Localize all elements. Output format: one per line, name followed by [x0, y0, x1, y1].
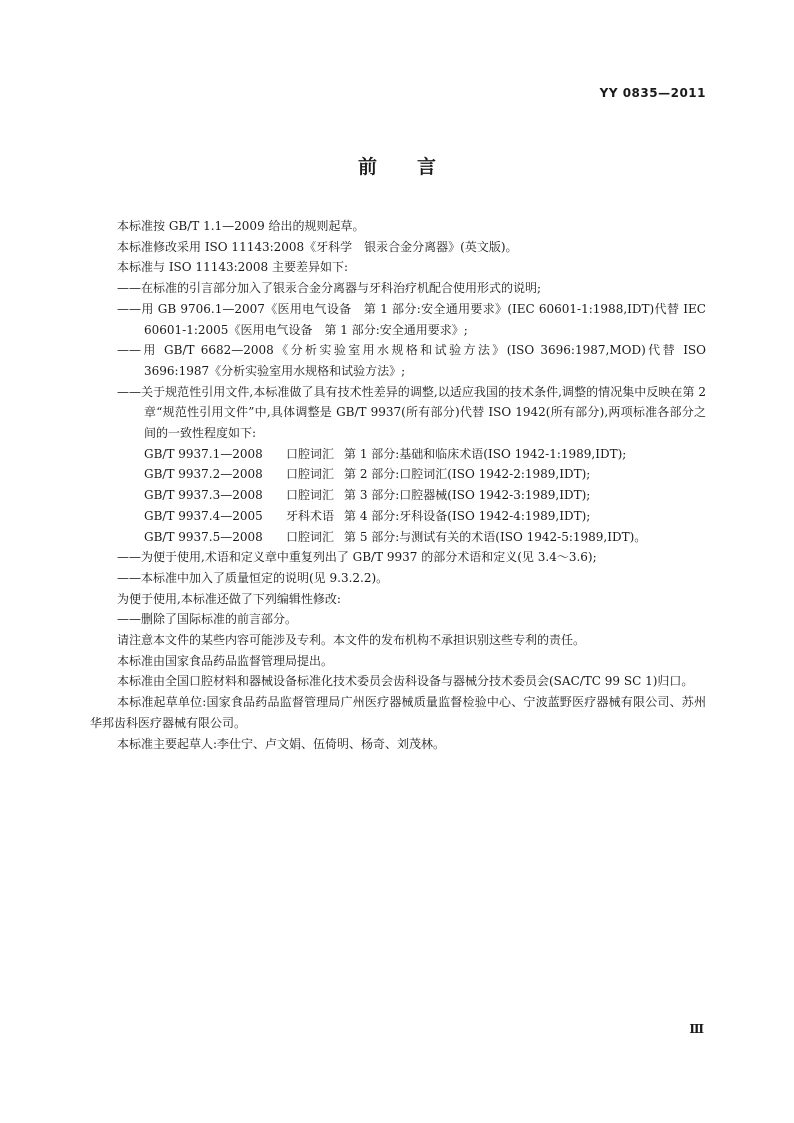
editorial-item: ——删除了国际标准的前言部分。 — [117, 612, 298, 627]
equivalence-desc: 第 4 部分:牙科设备(ISO 1942-4:1989,IDT); — [344, 508, 591, 523]
equivalence-desc: 第 1 部分:基础和临床术语(ISO 1942-1:1989,IDT); — [344, 446, 627, 461]
difference-item: ——用 GB 9706.1—2007《医用电气设备 第 1 部分:安全通用要求》(IEC 60601-1:1988,IDT)代替 IEC 60601-1:2005《医用电气设备 第 1 部分:安全通用要求》; — [117, 301, 706, 337]
equivalence-standard: GB/T 9937.1—2008 — [144, 446, 263, 461]
paragraph-proposer: 本标准由国家食品药品监督管理局提出。 — [117, 653, 334, 668]
equivalence-desc: 第 2 部分:口腔词汇(ISO 1942-2:1989,IDT); — [344, 467, 591, 482]
equivalence-row — [90, 464, 706, 485]
equivalence-name: 口腔词汇 — [286, 488, 335, 503]
difference-item: ——本标准中加入了质量恒定的说明(见 9.3.2.2)。 — [117, 570, 389, 585]
standard-code: YY 0835—2011 — [599, 86, 706, 100]
difference-item: ——为便于使用,术语和定义章中重复列出了 GB/T 9937 的部分术语和定义(见 3.4～3.6); — [117, 550, 597, 565]
equivalence-name: 口腔词汇 — [286, 529, 335, 544]
paragraph-drafting-units: 本标准起草单位:国家食品药品监督管理局广州医疗器械质量监督检验中心、宁波蓝野医疗器械有限公司、苏州华邦齿科医疗器械有限公司。 — [90, 695, 706, 730]
equivalence-standard: GB/T 9937.2—2008 — [144, 467, 263, 482]
difference-item: ——在标准的引言部分加入了银汞合金分离器与牙科治疗机配合使用形式的说明; — [117, 281, 542, 296]
paragraph-committee: 本标准由全国口腔材料和器械设备标准化技术委员会齿科设备与器械分技术委员会(SAC/TC 99 SC 1)归口。 — [117, 674, 694, 689]
equivalence-desc: 第 5 部分:与测试有关的术语(ISO 1942-5:1989,IDT)。 — [344, 529, 647, 544]
paragraph-drafting-rules: 本标准按 GB/T 1.1—2009 给出的规则起草。 — [117, 219, 365, 233]
equivalence-standard: GB/T 9937.5—2008 — [144, 529, 263, 544]
paragraph-drafters: 本标准主要起草人:李仕宁、卢文娟、伍倚明、杨奇、刘茂林。 — [117, 736, 446, 751]
paragraph-patent-notice: 请注意本文件的某些内容可能涉及专利。本文件的发布机构不承担识别这些专利的责任。 — [117, 633, 586, 648]
equivalence-standard: GB/T 9937.3—2008 — [144, 488, 263, 503]
equivalence-name: 口腔词汇 — [286, 467, 335, 482]
equivalence-row — [90, 485, 706, 506]
equivalence-row — [90, 444, 706, 465]
equivalence-name: 口腔词汇 — [286, 446, 335, 461]
equivalence-desc: 第 3 部分:口腔器械(ISO 1942-3:1989,IDT); — [344, 488, 591, 503]
difference-item: ——用 GB/T 6682—2008《分析实验室用水规格和试验方法》(ISO 3696:1987,MOD)代替 ISO 3696:1987《分析实验室用水规格和试验方法》; — [117, 343, 706, 378]
paragraph-adoption: 本标准修改采用 ISO 11143:2008《牙科学 银汞合金分离器》(英文版)。 — [117, 239, 518, 254]
paragraph-editorial-intro: 为便于使用,本标准还做了下列编辑性修改: — [117, 591, 341, 606]
page-number: Ⅲ — [689, 1022, 704, 1036]
paragraph-differences-intro: 本标准与 ISO 11143:2008 主要差异如下: — [117, 260, 349, 275]
foreword-body — [90, 216, 706, 754]
difference-item: ——关于规范性引用文件,本标准做了具有技术性差异的调整,以适应我国的技术条件,调整的情况集中反映在第 2 章“规范性引用文件”中,具体调整是 GB/T 9937(所有部分)代替 ISO 1942(所有部分),两项标准各部分之间的一致性程度如下: — [117, 384, 706, 441]
equivalence-standard: GB/T 9937.4—2005 — [144, 508, 263, 523]
equivalence-row — [90, 527, 706, 548]
page-title: 前言 — [357, 156, 476, 178]
equivalence-name: 牙科术语 — [286, 508, 335, 523]
equivalence-row — [90, 506, 706, 527]
